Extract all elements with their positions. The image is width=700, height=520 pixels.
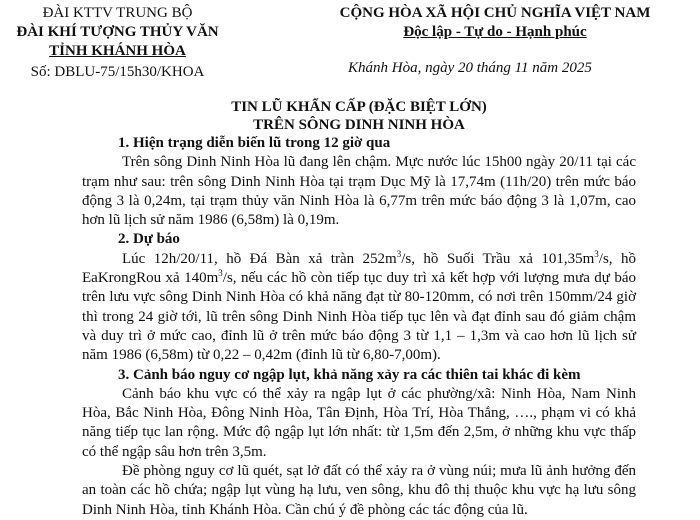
section-heading-3: 3. Cảnh báo nguy cơ ngập lụt, khả năng xảy ra các thiên tai khác đi kèm — [118, 366, 581, 383]
section-3-paragraph-2: Đề phòng nguy cơ lũ quét, sạt lở đất có thể xảy ra ở vùng núi; mưa lũ ảnh hưởng đến an toàn các hồ chứa; ngập lụt vùng hạ lưu, ven sông, khu đô thị thuộc khu vực hạ lưu sông Dinh Ninh Hòa, tỉnh Khánh Hòa. Cần chú ý đề phòng các tác động của lũ. — [82, 463, 636, 518]
document-title-line2: TRÊN SÔNG DINH NINH HÒA — [253, 117, 465, 133]
national-header — [305, 4, 685, 42]
section-heading-2: 2. Dự báo — [118, 231, 180, 248]
document-number: Số: DBLU-75/15h30/KHOA — [30, 64, 205, 80]
section-1-paragraph: Trên sông Dinh Ninh Hòa lũ đang lên chậm. Mực nước lúc 15h00 ngày 20/11 tại các trạm như sau: trên sông Dinh Ninh Hòa tại trạm Dục Mỹ là 17,74m (11h/20) trên mức báo động 3 là 0,24m, tại trạm thủy văn Ninh Hòa là 6,77m trên mức báo động 3 là 1,07m, cao hơn lũ lịch sử năm 1986 (6,58m) là 0,19m. — [82, 154, 636, 229]
document-title-line1: TIN LŨ KHẨN CẤP (ĐẶC BIỆT LỚN) — [231, 99, 487, 115]
national-motto: Độc lập - Tự do - Hạnh phúc — [403, 24, 587, 40]
agency-parent: ĐÀI KTTV TRUNG BỘ — [42, 5, 193, 21]
section-heading-1: 1. Hiện trạng diễn biến lũ trong 12 giờ qua — [118, 135, 391, 151]
section-3-paragraph-1: Cảnh báo khu vực có thể xảy ra ngập lụt ở các phường/xã: Ninh Hòa, Nam Ninh Hòa, Bắc Ninh Hòa, Đông Ninh Hòa, Tân Định, Hòa Trí, Hòa Thắng, …., phạm vi có khả năng tiếp tục lan rộng. Mức độ ngập lụt lớn nhất: từ 1,5m đến 2,5m, ở những khu vực thấp có thể ngập sâu hơn trên 3,5m. — [82, 385, 636, 460]
section-2-paragraph: Lúc 12h/20/11, hồ Đá Bàn xả tràn $252m^3/s$, hồ Suối Trầu xả $101,35m^3/s$, hồ EaKrongRou xả $140m^3/s$, nếu các hồ còn tiếp tục duy trì xả kết hợp với lượng mưa dự báo trên lưu vực sông Dinh Ninh Hòa có khả năng đạt từ 80-120mm, có nơi trên 150mm/24 giờ thì trong 24 giờ tới, lũ trên sông Dinh Ninh Hòa tiếp tục lên và đạt đỉnh sau đó giảm chậm và duy trì ở mức cao, đỉnh lũ ở trên mức báo động 3 từ 1,1 – 1,3m và cao hơn lũ lịch sử năm 1986 (6,58m) từ 0,22 – 0,42m (đỉnh lũ từ 6,80-7,00m). — [82, 248, 636, 364]
agency-name: ĐÀI KHÍ TƯỢNG THỦY VĂN — [16, 24, 219, 40]
place-date: Khánh Hòa, ngày 20 tháng 11 năm 2025 — [348, 60, 592, 76]
agency-province: TỈNH KHÁNH HÒA — [49, 43, 186, 59]
document-body — [82, 134, 636, 520]
nation-title: CỘNG HÒA XÃ HỘI CHỦ NGHĨA VIỆT NAM — [339, 5, 651, 21]
agency-header — [0, 4, 235, 82]
